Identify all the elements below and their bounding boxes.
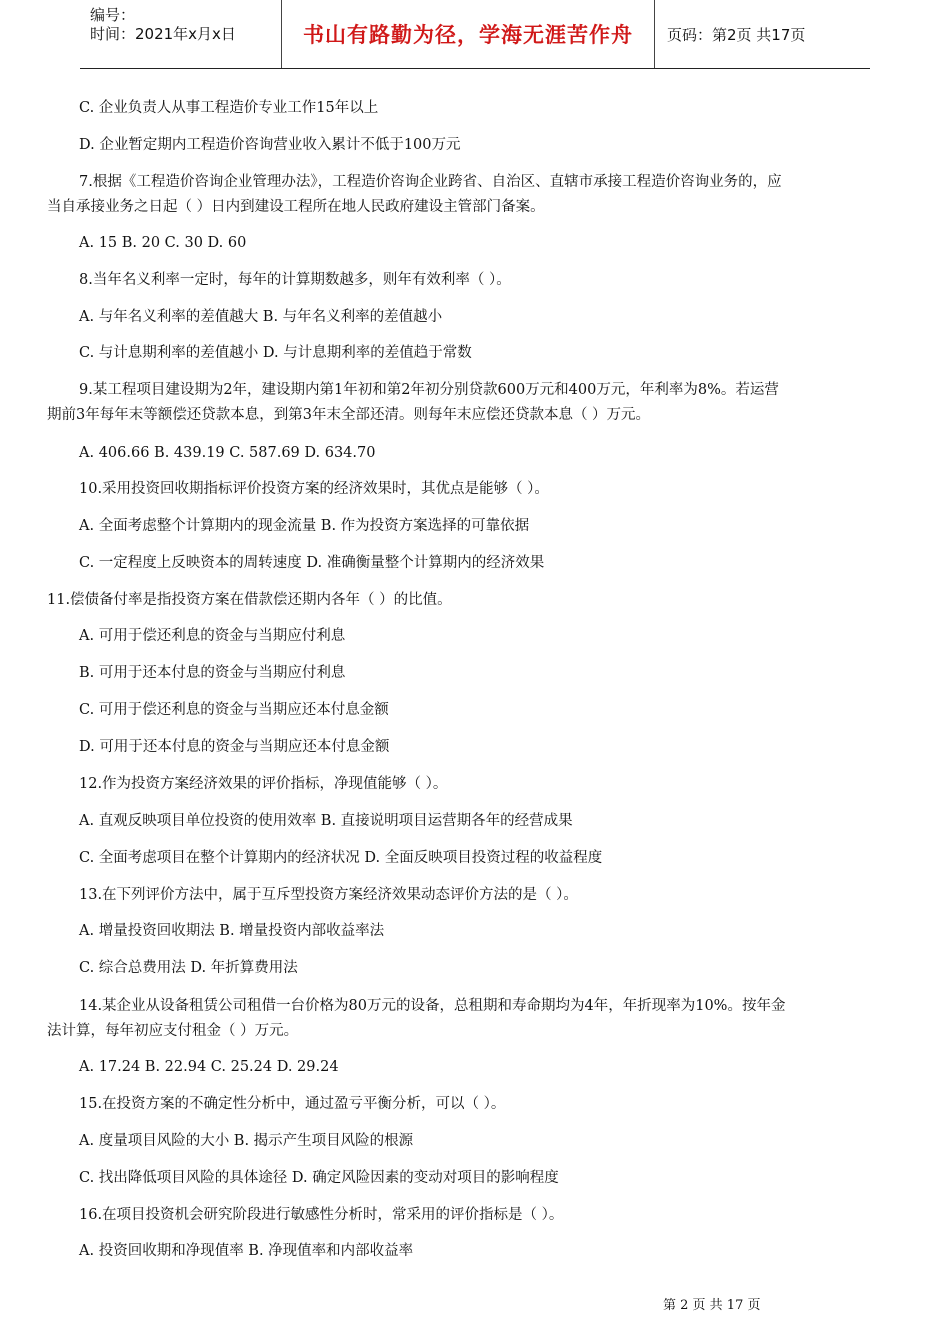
option-line: D. 企业暂定期内工程造价咨询营业收入累计不低于100万元 xyxy=(79,137,461,153)
option-line: A. 直观反映项目单位投资的使用效率 B. 直接说明项目运营期各年的经营成果 xyxy=(79,813,573,829)
option-line: B. 可用于还本付息的资金与当期应付利息 xyxy=(79,665,346,681)
question-line: 16.在项目投资机会研究阶段进行敏感性分析时，常采用的评价指标是（ ）。 xyxy=(79,1207,564,1223)
time-label: 时间：2021年x月x日 xyxy=(90,25,236,43)
question-line: 11.偿债备付率是指投资方案在借款偿还期内各年（ ）的比值。 xyxy=(47,592,452,608)
question-line: 法计算，每年初应支付租金（ ）万元。 xyxy=(47,1023,299,1039)
option-line: C. 企业负责人从事工程造价专业工作15年以上 xyxy=(79,100,379,116)
number-label: 编号： xyxy=(90,6,136,24)
question-line: 当自承接业务之日起（ ）日内到建设工程所在地人民政府建设主管部门备案。 xyxy=(47,199,545,215)
page-header xyxy=(80,0,870,69)
question-line: 8.当年名义利率一定时，每年的计算期数越多，则年有效利率（ ）。 xyxy=(79,272,511,288)
option-line: C. 找出降低项目风险的具体途径 D. 确定风险因素的变动对项目的影响程度 xyxy=(79,1170,559,1186)
option-line: A. 15 B. 20 C. 30 D. 60 xyxy=(79,235,247,251)
option-line: C. 综合总费用法 D. 年折算费用法 xyxy=(79,960,298,976)
header-meta xyxy=(80,0,282,68)
question-line: 7.根据《工程造价咨询企业管理办法》，工程造价咨询企业跨省、自治区、直辖市承接工程造价咨询业务的，应 xyxy=(79,174,782,190)
header-motto: 书山有路勤为径，学海无涯苦作舟 xyxy=(282,0,655,68)
option-line: D. 可用于还本付息的资金与当期应还本付息金额 xyxy=(79,739,390,755)
header-page-info: 页码：第2页 共17页 xyxy=(667,25,806,44)
option-line: C. 全面考虑项目在整个计算期内的经济状况 D. 全面反映项目投资过程的收益程度 xyxy=(79,850,603,866)
option-line: A. 投资回收期和净现值率 B. 净现值率和内部收益率 xyxy=(79,1243,414,1259)
question-line: 14.某企业从设备租赁公司租借一台价格为80万元的设备，总租期和寿命期均为4年，年折现率为10%。按年金 xyxy=(79,998,786,1014)
option-line: A. 17.24 B. 22.94 C. 25.24 D. 29.24 xyxy=(79,1059,339,1075)
option-line: A. 全面考虑整个计算期内的现金流量 B. 作为投资方案选择的可靠依据 xyxy=(79,518,530,534)
option-line: A. 可用于偿还利息的资金与当期应付利息 xyxy=(79,628,346,644)
option-line: A. 度量项目风险的大小 B. 揭示产生项目风险的根源 xyxy=(79,1133,414,1149)
page-footer: 第 2 页 共 17 页 xyxy=(663,1298,761,1313)
option-line: C. 与计息期利率的差值越小 D. 与计息期利率的差值趋于常数 xyxy=(79,345,472,361)
question-line: 10.采用投资回收期指标评价投资方案的经济效果时，其优点是能够（ ）。 xyxy=(79,481,549,497)
question-line: 12.作为投资方案经济效果的评价指标，净现值能够（ ）。 xyxy=(79,776,448,792)
option-line: C. 可用于偿还利息的资金与当期应还本付息金额 xyxy=(79,702,389,718)
option-line: A. 增量投资回收期法 B. 增量投资内部收益率法 xyxy=(79,923,385,939)
question-line: 9.某工程项目建设期为2年，建设期内第1年初和第2年初分别贷款600万元和400万元，年利率为8%。若运营 xyxy=(79,382,779,398)
question-line: 15.在投资方案的不确定性分析中，通过盈亏平衡分析，可以（ ）。 xyxy=(79,1096,506,1112)
question-line: 13.在下列评价方法中，属于互斥型投资方案经济效果动态评价方法的是（ ）。 xyxy=(79,887,578,903)
question-line: 期前3年每年末等额偿还贷款本息，到第3年末全部还清。则每年末应偿还贷款本息（ ）万元。 xyxy=(47,407,651,423)
option-line: A. 与年名义利率的差值越大 B. 与年名义利率的差值越小 xyxy=(79,309,443,325)
option-line: C. 一定程度上反映资本的周转速度 D. 准确衡量整个计算期内的经济效果 xyxy=(79,555,545,571)
option-line: A. 406.66 B. 439.19 C. 587.69 D. 634.70 xyxy=(79,445,376,461)
